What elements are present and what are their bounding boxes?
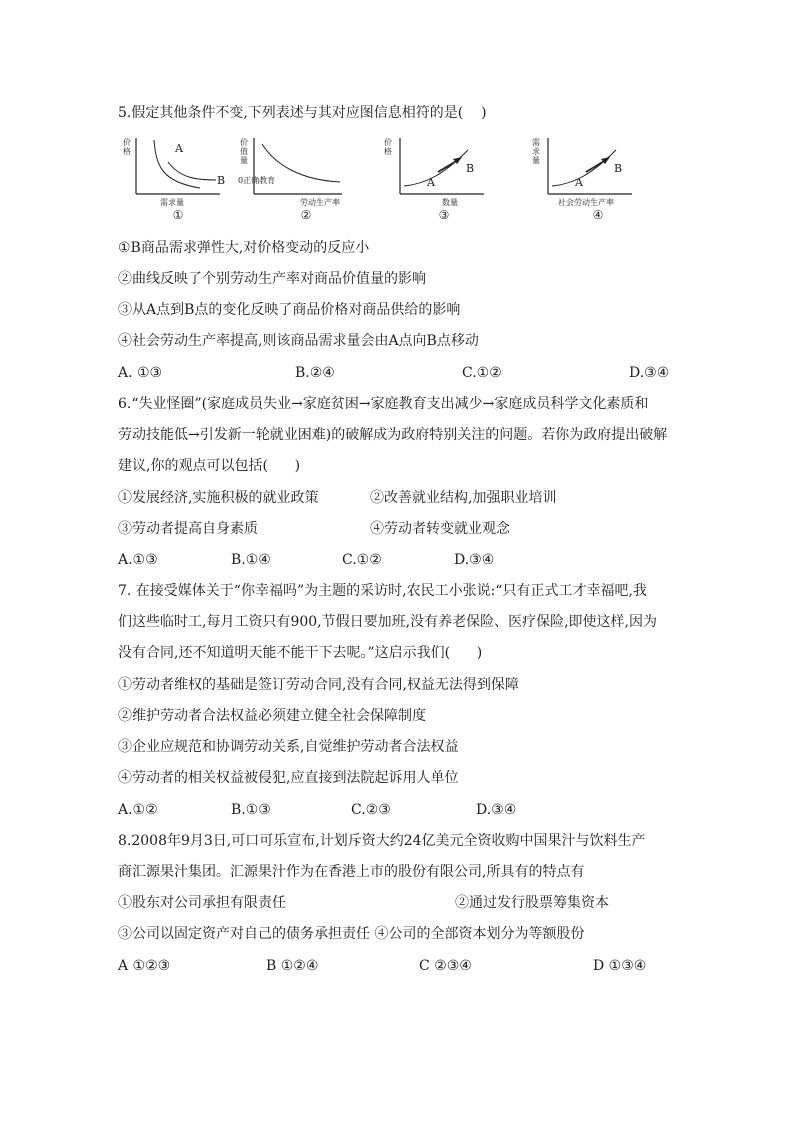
q5-statement-1: ①B商品需求弹性大,对价格变动的反应小 — [118, 240, 370, 256]
q8-option-a: A ①②③ — [118, 958, 171, 974]
q6-stem-line-1: 6.“失业怪圈”(家庭成员失业→家庭贫困→家庭教育支出减少→家庭成员科学文化素质和 — [118, 396, 649, 412]
graph-4-number: ④ — [592, 208, 604, 222]
q6-option-c: C.①② — [342, 552, 382, 568]
q7-option-d: D.③④ — [476, 802, 517, 818]
q7-statement-3: ③企业应规范和协调劳动关系,自觉维护劳动者合法权益 — [118, 739, 459, 755]
q5-option-b: B.②④ — [295, 365, 335, 381]
q5-statement-2: ②曲线反映了个别劳动生产率对商品价值量的影响 — [118, 271, 426, 287]
graph-1 — [120, 136, 232, 228]
q6-statement-3: ③劳动者提高自身素质 — [118, 521, 258, 537]
graph-4-point-a: A — [575, 176, 583, 189]
q5-statement-3: ③从A点到B点的变化反映了商品价格对商品供给的影响 — [118, 302, 461, 318]
q5-statement-4: ④社会劳动生产率提高,则该商品需求量会由A点向B点移动 — [118, 333, 479, 349]
graph-3-xlabel: 数量 — [442, 198, 458, 207]
q5-stem: 5.假定其他条件不变,下列表述与其对应图信息相符的是( ) — [118, 105, 487, 121]
q7-statement-2: ②维护劳动者合法权益必须建立健全社会保障制度 — [118, 708, 426, 724]
graph-1-xlabel: 需求量 — [160, 198, 184, 207]
graph-2-xlabel: 劳动生产率 — [300, 198, 340, 207]
q8-stem-line-1: 8.2008年9月3日,可口可乐宣布,计划斥资大约24亿美元全资收购中国果汁与饮料生产 — [118, 833, 646, 849]
graph-2-number: ② — [300, 208, 312, 222]
q8-option-b: B ①②④ — [266, 958, 319, 974]
graph-4-curve — [552, 150, 616, 189]
graph-2-origin: 0正确教育 — [238, 176, 276, 185]
graph-3-plot — [380, 136, 492, 210]
q5-option-c: C.①② — [462, 365, 502, 381]
q7-option-b: B.①③ — [231, 802, 271, 818]
q7-option-a: A.①② — [118, 802, 158, 818]
graph-3-point-b: B — [466, 162, 475, 175]
graph-1-point-b: B — [217, 174, 226, 187]
graph-4-ylabel: 需 求 量 — [532, 138, 540, 165]
q6-option-a: A.①③ — [118, 552, 158, 568]
q6-statement-1: ①发展经济,实施积极的就业政策 — [118, 490, 319, 506]
q7-stem-line-3: 没有合同,还不知道明天能不能干下去呢。”这启示我们( ) — [118, 645, 483, 661]
q6-stem-line-3: 建议,你的观点可以包括( ) — [118, 458, 301, 474]
graph-4 — [528, 136, 658, 228]
graph-1-number: ① — [172, 208, 184, 222]
q8-statement-3-4: ③公司以固定资产对自己的债务承担责任 ④公司的全部资本划分为等额股份 — [118, 926, 585, 942]
q8-option-c: C ②③④ — [419, 958, 472, 974]
q7-option-c: C.②③ — [351, 802, 391, 818]
q5-option-d: D.③④ — [629, 365, 670, 381]
graph-4-arrow — [586, 160, 606, 172]
q7-stem-line-2: 们这些临时工,每月工资只有900,节假日要加班,没有养老保险、医疗保险,即使这样,因为 — [118, 614, 657, 630]
graph-3 — [380, 136, 492, 228]
graph-1-curve-b — [168, 162, 216, 180]
graph-1-ylabel: 价 格 — [123, 138, 131, 156]
q6-statement-4: ④劳动者转变就业观念 — [370, 521, 510, 537]
graph-1-point-a: A — [175, 142, 183, 155]
graph-3-number: ③ — [438, 208, 450, 222]
q5-option-a: A. ①③ — [118, 365, 163, 381]
graph-2 — [236, 136, 348, 228]
q8-option-d: D ①③④ — [593, 958, 647, 974]
q7-statement-1: ①劳动者维权的基础是签订劳动合同,没有合同,权益无法得到保障 — [118, 677, 519, 693]
q6-option-d: D.③④ — [454, 552, 495, 568]
q8-stem-line-2: 商汇源果汁集团。汇源果汁作为在香港上市的股份有限公司,所具有的特点有 — [118, 864, 585, 880]
graph-2-ylabel: 价 值 量 — [240, 138, 248, 165]
graph-3-arrow — [438, 160, 458, 172]
q6-option-b: B.①④ — [231, 552, 271, 568]
q5-graphs — [118, 136, 678, 228]
q6-statement-2: ②改善就业结构,加强职业培训 — [370, 490, 557, 506]
graph-3-point-a: A — [427, 176, 435, 189]
q7-statement-4: ④劳动者的相关权益被侵犯,应直接到法院起诉用人单位 — [118, 770, 459, 786]
graph-3-ylabel: 价 格 — [384, 138, 392, 156]
q8-statement-2: ②通过发行股票筹集资本 — [455, 895, 609, 911]
graph-4-xlabel: 社会劳动生产率 — [558, 198, 614, 207]
q8-statement-1: ①股东对公司承担有限责任 — [118, 895, 286, 911]
q7-stem-line-1: 7. 在接受媒体关于“你幸福吗”为主题的采访时,农民工小张说:“只有正式工才幸福吧,我 — [118, 583, 647, 599]
graph-3-curve — [404, 150, 468, 189]
graph-4-point-b: B — [614, 162, 623, 175]
q6-stem-line-2: 劳动技能低→引发新一轮就业困难)的破解成为政府特别关注的问题。若你为政府提出破解 — [118, 427, 668, 443]
